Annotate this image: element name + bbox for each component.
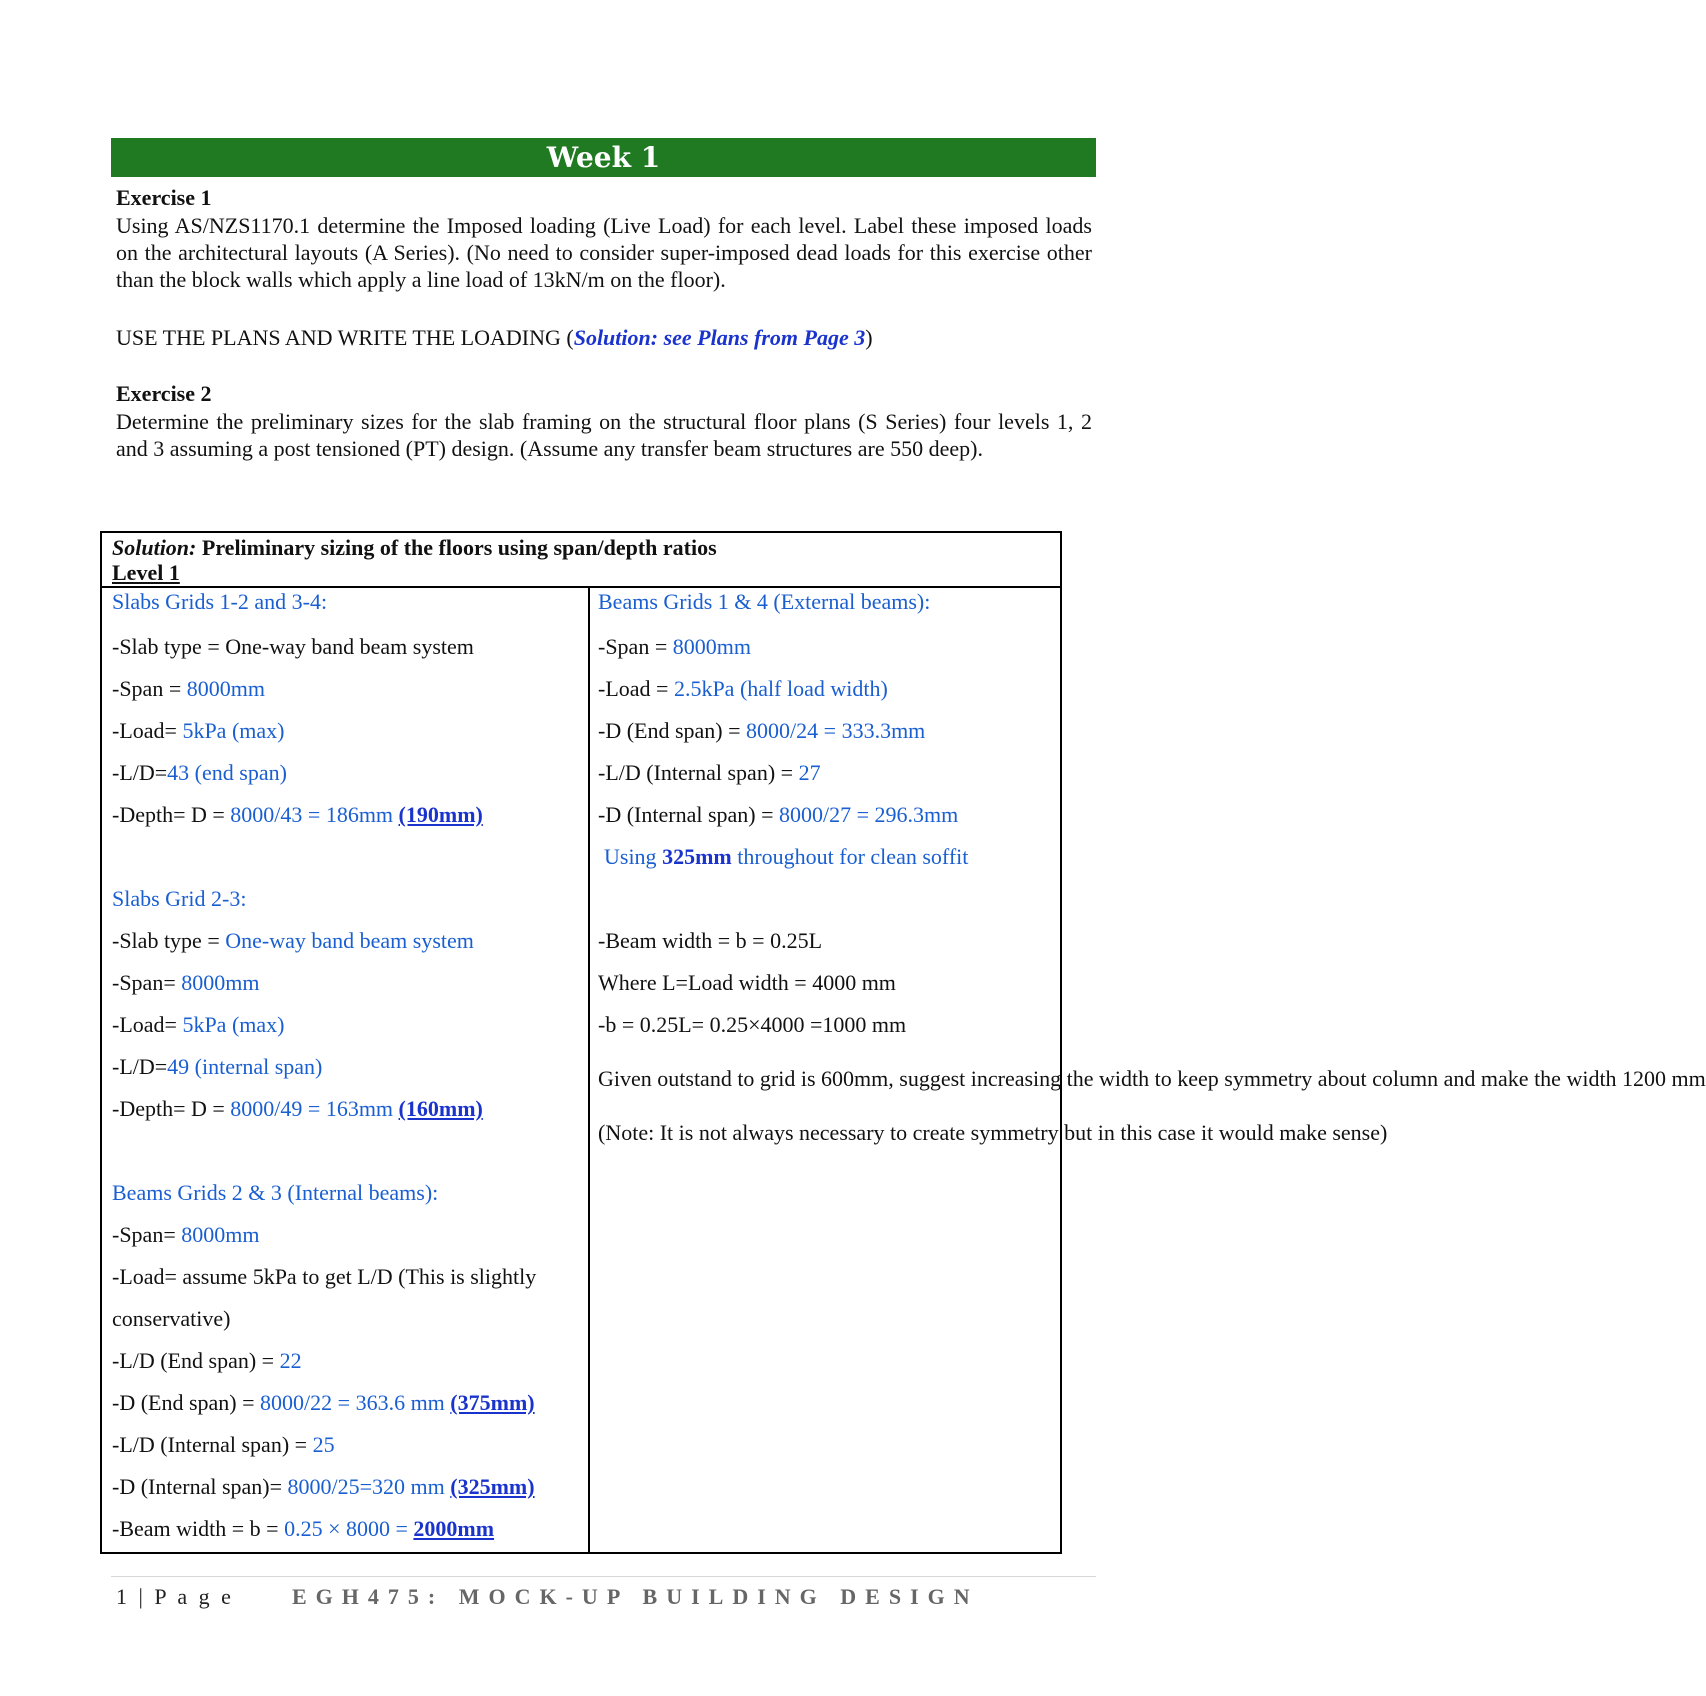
slab1-depth-label: -Depth= D =: [112, 802, 231, 827]
week-title: Week 1: [546, 141, 661, 174]
slab2-load-value: 5kPa (max): [182, 1012, 285, 1037]
beam-d-end-result: (375mm): [450, 1390, 535, 1415]
ext-d-end: [598, 710, 1054, 752]
ext-d-int-value: 8000/27 = 296.3mm: [779, 802, 959, 827]
course-title: EGH475: MOCK-UP BUILDING DESIGN: [292, 1584, 979, 1609]
ext-using-1: Using: [604, 844, 663, 869]
beam-width-result: 2000mm: [413, 1516, 495, 1541]
beam-span-label: -Span=: [112, 1222, 182, 1247]
solution-table-header: [102, 533, 1060, 588]
beam-ld-int-value: 25: [312, 1432, 335, 1457]
ext-d-int-label: -D (Internal span) =: [598, 802, 780, 827]
ext-ld-int-value: 27: [798, 760, 821, 785]
slab2-span-label: -Span=: [112, 970, 182, 995]
footer-divider: [111, 1576, 1096, 1577]
slab1-load-value: 5kPa (max): [182, 718, 285, 743]
beam-d-int-value: 8000/25=320 mm: [287, 1474, 451, 1499]
solution-title-italic: Solution:: [112, 535, 197, 560]
slab1-ld: [112, 752, 582, 794]
right-column: [598, 589, 1706, 1154]
slab1-span-label: -Span =: [112, 676, 187, 701]
ext-b-calc: -b = 0.25L= 0.25×4000 =1000 mm: [598, 1012, 907, 1037]
beam-d-end: [112, 1382, 582, 1424]
solution-title-rest: Preliminary sizing of the floors using span/depth ratios: [196, 535, 717, 560]
spacer: [112, 836, 582, 878]
ext-note: (Note: It is not always necessary to create symmetry but in this case it would make sense): [598, 1120, 1388, 1145]
slab1-depth: [112, 794, 582, 836]
slab2-ld: [112, 1046, 582, 1088]
ext-using-bold: 325mm: [662, 844, 732, 869]
slab2-depth: [112, 1088, 582, 1130]
beam-d-end-value: 8000/22 = 363.6 mm: [260, 1390, 451, 1415]
ext-where: Where L=Load width = 4000 mm: [598, 970, 896, 995]
beam-ld-int: [112, 1424, 582, 1466]
ext-load-label: -Load =: [598, 676, 674, 701]
ext-d-end-value: 8000/24 = 333.3mm: [746, 718, 926, 743]
ext-ld-int-label: -L/D (Internal span) =: [598, 760, 799, 785]
instruction-suffix: ): [865, 325, 873, 350]
solution-title: [112, 535, 1050, 561]
page-number: 1 | P a g e: [116, 1584, 234, 1609]
beam-span: [112, 1214, 582, 1256]
exercise1-heading: Exercise 1: [116, 185, 212, 210]
beam-ld-end-label: -L/D (End span) =: [112, 1348, 280, 1373]
slab1-load-label: -Load=: [112, 718, 183, 743]
slab2-type: [112, 920, 582, 962]
column-divider: [588, 588, 590, 1552]
beam-d-int-label: -D (Internal span)=: [112, 1474, 288, 1499]
beam-d-int-result: (325mm): [450, 1474, 535, 1499]
slab2-ld-label: -L/D=: [112, 1054, 168, 1079]
slab2-load-label: -Load=: [112, 1012, 183, 1037]
spacer: [112, 1130, 582, 1172]
exercise1-instruction: [116, 324, 1092, 351]
slab2-depth-value: 8000/49 = 163mm: [230, 1096, 399, 1121]
footer: [116, 1584, 979, 1610]
beam-d-int: [112, 1466, 582, 1508]
slab2-depth-result: (160mm): [398, 1096, 483, 1121]
beams-external-heading: Beams Grids 1 & 4 (External beams):: [598, 589, 931, 614]
slabs-grid-1-2-heading: Slabs Grids 1-2 and 3-4:: [112, 589, 328, 614]
slab1-ld-value: 43 (end span): [167, 760, 287, 785]
level-heading: Level 1: [112, 560, 180, 585]
beam-ld-int-label: -L/D (Internal span) =: [112, 1432, 313, 1457]
beam-width-label: -Beam width = b =: [112, 1516, 285, 1541]
beam-d-end-label: -D (End span) =: [112, 1390, 261, 1415]
ext-load: [598, 668, 1054, 710]
slabs-grid-2-3-heading: Slabs Grid 2-3:: [112, 886, 247, 911]
slab1-depth-result: (190mm): [398, 802, 483, 827]
ext-load-value: 2.5kPa (half load width): [673, 676, 888, 701]
instruction-prefix: USE THE PLANS AND WRITE THE LOADING (: [116, 325, 574, 350]
ext-given: Given outstand to grid is 600mm, suggest increasing the width to keep symmetry about column and make the width 1200 mm: [598, 1066, 1706, 1091]
beams-internal-heading: Beams Grids 2 & 3 (Internal beams):: [112, 1180, 439, 1205]
instruction-solution: Solution: see Plans from Page 3: [573, 325, 866, 350]
slab1-load: [112, 710, 582, 752]
ext-using: [598, 836, 1054, 878]
ext-beam-width: -Beam width = b = 0.25L: [598, 928, 823, 953]
ext-span-label: -Span =: [598, 634, 673, 659]
ext-span: [598, 626, 1054, 668]
slab1-span-value: 8000mm: [186, 676, 265, 701]
spacer: [598, 878, 1054, 920]
slab1-depth-value: 8000/43 = 186mm: [230, 802, 399, 827]
week-title-banner: [111, 138, 1096, 177]
ext-using-2: throughout for clean soffit: [731, 844, 969, 869]
exercise2-body: Determine the preliminary sizes for the slab framing on the structural floor plans (S Series) four levels 1, 2 and 3 assuming a post tensioned (PT) design. (Assume any transfer beam structures are 550 deep).: [116, 409, 1092, 461]
slab2-span-value: 8000mm: [181, 970, 260, 995]
slab1-span: [112, 668, 582, 710]
solution-table: [100, 531, 1706, 1554]
slab1-type: -Slab type = One-way band beam system: [112, 634, 474, 659]
slab2-type-label: -Slab type =: [112, 928, 226, 953]
ext-d-int: [598, 794, 1054, 836]
ext-span-value: 8000mm: [672, 634, 751, 659]
beam-width-value: 0.25 × 8000 =: [284, 1516, 414, 1541]
exercise2-heading: Exercise 2: [116, 381, 212, 406]
beam-ld-end-value: 22: [279, 1348, 302, 1373]
exercise1-body: Using AS/NZS1170.1 determine the Imposed loading (Live Load) for each level. Label these imposed loads on the architectural layouts (A Series). (No need to consider super-imposed dead loads for this exercise other than the block walls which apply a line load of 13kN/m on the floor).: [116, 213, 1092, 292]
beam-ld-end: [112, 1340, 582, 1382]
beam-load-line2: conservative): [112, 1306, 231, 1331]
beam-span-value: 8000mm: [181, 1222, 260, 1247]
slab2-span: [112, 962, 582, 1004]
beam-width: [112, 1508, 582, 1550]
beam-load-line1: -Load= assume 5kPa to get L/D (This is slightly: [112, 1264, 537, 1289]
ext-d-end-label: -D (End span) =: [598, 718, 747, 743]
ext-ld-int: [598, 752, 1054, 794]
slab2-depth-label: -Depth= D =: [112, 1096, 231, 1121]
slab1-ld-label: -L/D=: [112, 760, 168, 785]
slab2-ld-value: 49 (internal span): [167, 1054, 323, 1079]
slab2-load: [112, 1004, 582, 1046]
left-column: [112, 589, 582, 1550]
slab2-type-value: One-way band beam system: [225, 928, 474, 953]
